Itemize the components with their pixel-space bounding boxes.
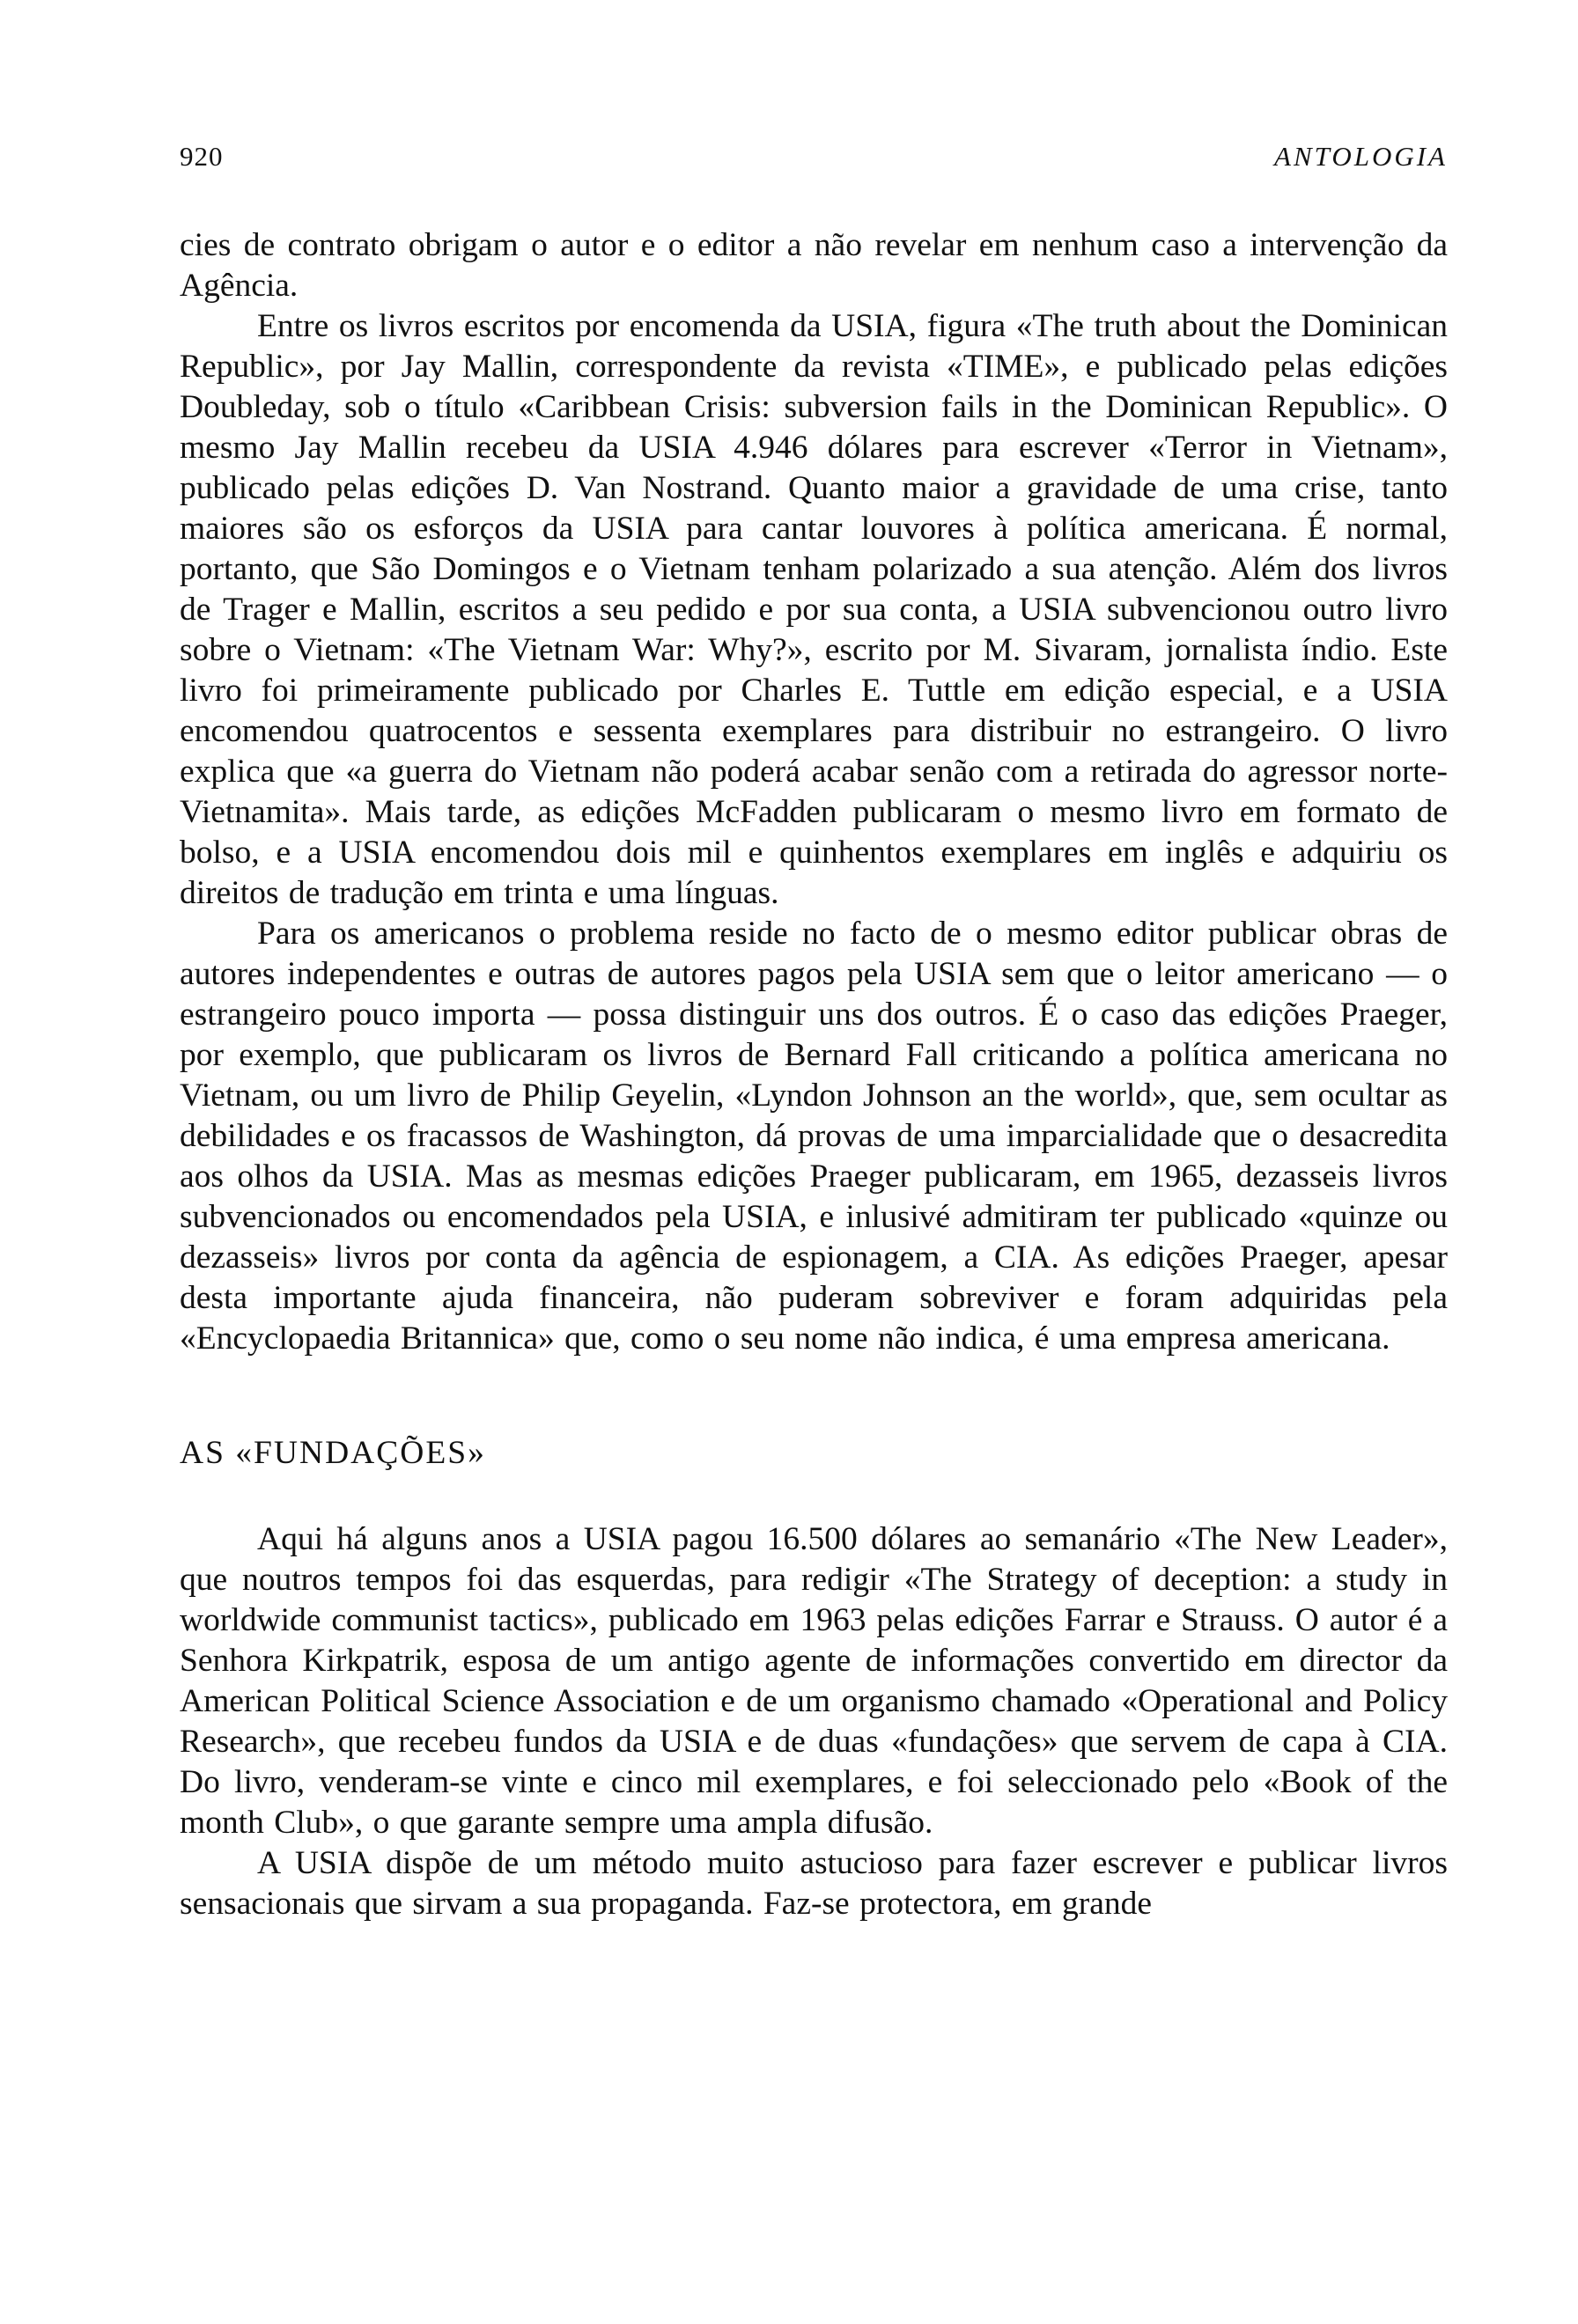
- page-header: [180, 141, 1448, 183]
- page-number: 920: [180, 141, 224, 172]
- paragraph: Entre os livros escritos por encomenda da USIA, figura «The truth about the Dominican Republic», por Jay Mallin, correspondente da revista «TIME», e publicado pelas edições Doubleday, sob o título «Caribbean Crisis: subversion fails in the Dominican Republic». O mesmo Jay Mallin recebeu da USIA 4.946 dólares para escrever «Terror in Vietnam», publicado pelas edições D. Van Nostrand. Quanto maior a gravidade de uma crise, tanto maiores são os esforços da USIA para cantar louvores à política americana. É normal, portanto, que São Domingos e o Vietnam tenham polarizado a sua atenção. Além dos livros de Trager e Mallin, escritos a seu pedido e por sua conta, a USIA subvencionou outro livro sobre o Vietnam: «The Vietnam War: Why?», escrito por M. Sivaram, jornalista índio. Este livro foi primeiramente publicado por Charles E. Tuttle em edição especial, e a USIA encomendou quatrocentos e sessenta exemplares para distribuir no estrangeiro. O livro explica que «a guerra do Vietnam não poderá acabar senão com a retirada do agressor norte-Vietnamita». Mais tarde, as edições McFadden publicaram o mesmo livro em formato de bolso, e a USIA encomendou dois mil e quinhentos exemplares em inglês e adquiriu os direitos de tradução em trinta e uma línguas.: [180, 308, 1448, 911]
- running-title: ANTOLOGIA: [1274, 141, 1448, 172]
- section-heading: AS «FUNDAÇÕES»: [180, 1435, 486, 1471]
- paragraph-continued: cies de contrato obrigam o autor e o editor a não revelar em nenhum caso a intervenção da Agência.: [180, 227, 1448, 304]
- paragraph: Para os americanos o problema reside no facto de o mesmo editor publicar obras de autores independentes e outras de autores pagos pela USIA sem que o leitor americano — o estrangeiro pouco importa — possa distinguir uns dos outros. É o caso das edições Praeger, por exemplo, que publicaram os livros de Bernard Fall criticando a política americana no Vietnam, ou um livro de Philip Geyelin, «Lyndon Johnson an the world», que, sem ocultar as debilidades e os fracassos de Washington, dá provas de uma imparcialidade que o desacredita aos olhos da USIA. Mas as mesmas edições Praeger publicaram, em 1965, dezasseis livros subvencionados ou encomendados pela USIA, e inlusivé admitiram ter publicado «quinze ou dezasseis» livros por conta da agência de espionagem, a CIA. As edições Praeger, apesar desta importante ajuda financeira, não puderam sobreviver e foram adquiridas pela «Encyclopaedia Britannica» que, como o seu nome não indica, é uma empresa americana.: [180, 916, 1448, 1357]
- body-text: [180, 225, 1448, 1924]
- paragraph: A USIA dispõe de um método muito astucioso para fazer escrever e publicar livros sensacionais que sirvam a sua propaganda. Faz-se protectora, em grande: [180, 1845, 1448, 1922]
- paragraph: Aqui há alguns anos a USIA pagou 16.500 dólares ao semanário «The New Leader», que noutros tempos foi das esquerdas, para redigir «The Strategy of deception: a study in worldwide communist tactics», publicado em 1963 pelas edições Farrar e Strauss. O autor é a Senhora Kirkpatrik, esposa de um antigo agente de informações convertido em director da American Political Science Association e de um organismo chamado «Operational and Policy Research», que recebeu fundos da USIA e de duas «fundações» que servem de capa à CIA. Do livro, venderam-se vinte e cinco mil exemplares, e foi seleccionado pelo «Book of the month Club», o que garante sempre uma ampla difusão.: [180, 1521, 1448, 1841]
